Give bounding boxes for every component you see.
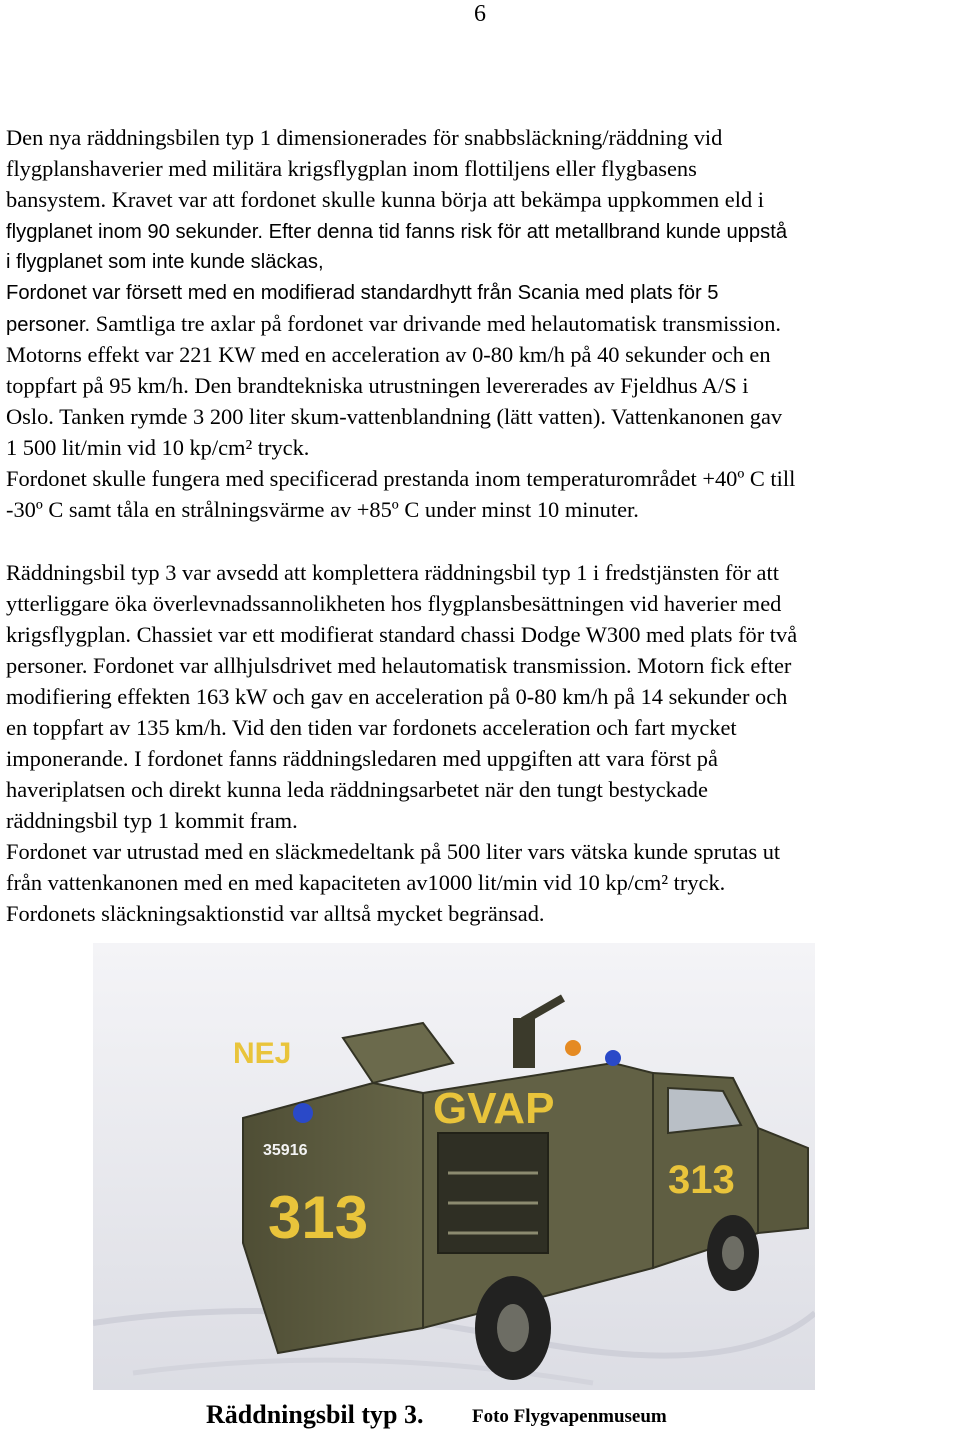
- text-line: Oslo. Tanken rymde 3 200 liter skum-vattenblandning (lätt vatten). Vattenkanonen gav: [6, 404, 783, 429]
- blue-beacon: [605, 1050, 621, 1066]
- text-segment: Efter denna tid fanns risk för att metallbrand kunde uppstå: [268, 221, 788, 243]
- figure-caption-title: Räddningsbil typ 3.: [206, 1400, 424, 1429]
- text-line: -30º C samt tåla en strålningsvärme av +85º C under minst 10 minuter.: [6, 497, 639, 522]
- text-line: 1 500 lit/min vid 10 kp/cm² tryck.: [6, 435, 310, 460]
- text-line: haveriplatsen och direkt kunna leda räddningsarbetet när den tungt bestyckade: [6, 777, 708, 802]
- text-line: [6, 312, 781, 337]
- blue-beacon: [293, 1103, 313, 1123]
- text-line: i flygplanet som inte kunde släckas,: [6, 251, 324, 273]
- hood-lettering: NEJ: [233, 1037, 292, 1070]
- side-lettering: GVAP: [433, 1084, 555, 1133]
- wheel: [497, 1304, 529, 1352]
- wheel: [722, 1236, 744, 1270]
- text-line: modifiering effekten 163 kW och gav en acceleration på 0-80 km/h på 14 sekunder och: [6, 684, 788, 709]
- text-line: räddningsbil typ 1 kommit fram.: [6, 808, 298, 833]
- text-line: Den nya räddningsbilen typ 1 dimensionerades för snabbsläckning/räddning vid: [6, 125, 723, 150]
- text-line: ytterliggare öka överlevnadssannolikheten hos flygplansbesättningen vid haverier med: [6, 591, 782, 616]
- text-line: Räddningsbil typ 3 var avsedd att komplettera räddningsbil typ 1 i fredstjänsten för att: [6, 560, 779, 585]
- text-line: från vattenkanonen med en med kapaciteten av1000 lit/min vid 10 kp/cm² tryck.: [6, 870, 726, 895]
- vehicle-photo: [93, 943, 815, 1390]
- orange-beacon: [565, 1040, 581, 1056]
- figure-caption-credit: Foto Flygvapenmuseum: [472, 1406, 667, 1427]
- text-line: Fordonet skulle fungera med specificerad prestanda inom temperaturområdet +40º C till: [6, 466, 796, 491]
- text-line: krigsflygplan. Chassiet var ett modifierat standard chassi Dodge W300 med plats för två: [6, 622, 798, 647]
- text-line: Fordonet var utrustad med en släckmedeltank på 500 liter vars vätska kunde sprutas ut: [6, 839, 781, 864]
- text-line: imponerande. I fordonet fanns räddningsledaren med uppgiften att vara först på: [6, 746, 718, 771]
- text-line: flygplanshaverier med militära krigsflygplan inom flottiljens eller flygbasens: [6, 156, 697, 181]
- text-line: Fordonet var försett med en modifierad standardhytt från Scania med plats för 5: [6, 282, 719, 304]
- text-line: toppfart på 95 km/h. Den brandtekniska utrustningen levererades av Fjeldhus A/S i: [6, 373, 749, 398]
- text-line: bansystem. Kravet var att fordonet skulle kunna börja att bekämpa uppkommen eld i: [6, 187, 764, 212]
- open-compartment: [438, 1133, 548, 1253]
- text-segment: personer.: [6, 314, 91, 336]
- page-number: 6: [474, 1, 486, 27]
- text-segment: Samtliga tre axlar på fordonet var drivande med helautomatisk transmission.: [95, 311, 781, 336]
- text-segment: flygplanet inom 90 sekunder.: [6, 221, 263, 243]
- text-line: Fordonets släckningsaktionstid var alltså mycket begränsad.: [6, 901, 545, 926]
- text-line: en toppfart av 135 km/h. Vid den tiden var fordonets acceleration och fart mycket: [6, 715, 737, 740]
- text-line: Motorns effekt var 221 KW med en acceleration av 0-80 km/h på 40 sekunder och en: [6, 342, 771, 367]
- license-plate: 35916: [263, 1142, 308, 1159]
- text-line: [6, 219, 787, 244]
- text-line: personer. Fordonet var allhjulsdrivet med helautomatisk transmission. Motorn fick efter: [6, 653, 792, 678]
- rear-number: 313: [268, 1184, 369, 1251]
- water-cannon: [513, 1018, 535, 1068]
- side-number: 313: [668, 1158, 735, 1202]
